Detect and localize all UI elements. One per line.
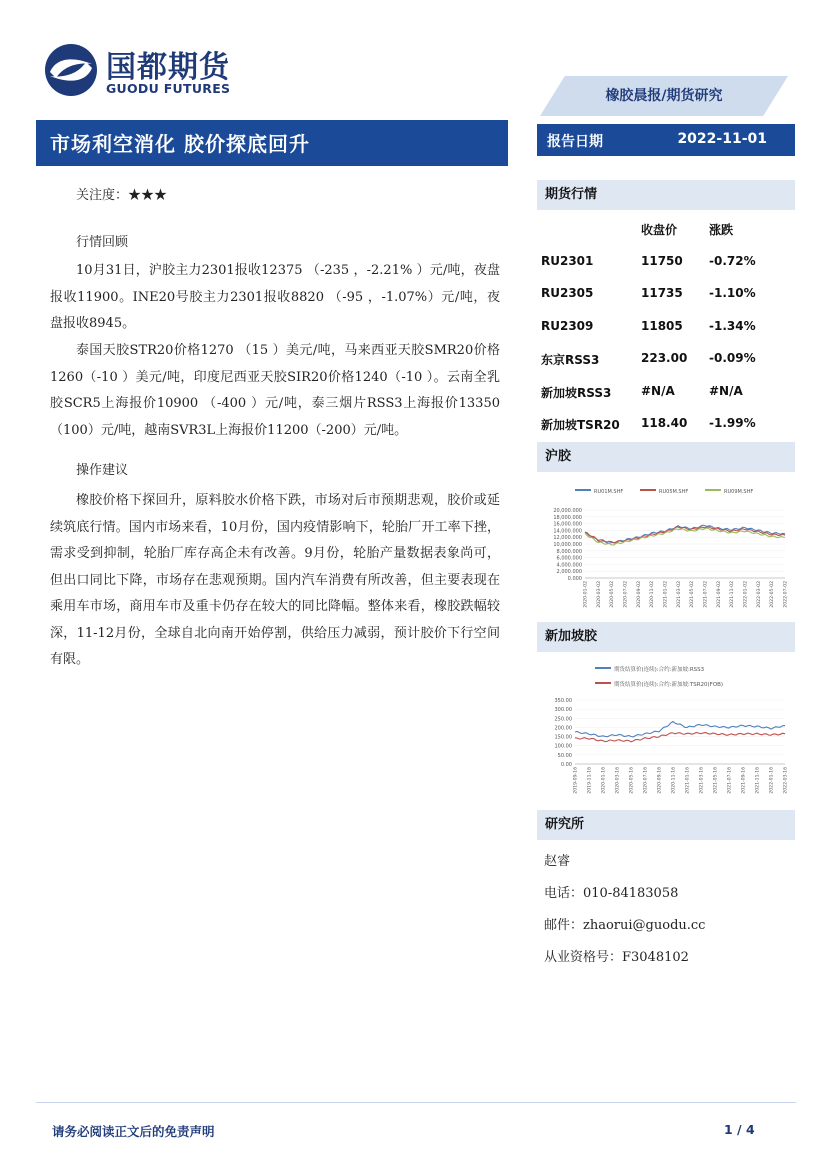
col-close-header: 收盘价 [641,223,678,237]
y-tick-label: 300.00 [554,707,572,714]
attention-rating: 关注度：★★★ [76,188,168,203]
quote-name: RU2305 [541,286,594,300]
quotes-header-row [541,213,791,246]
review-heading: 行情回顾 [76,235,129,250]
x-tick-label: 2020-07-16 [643,767,649,794]
quote-close: 118.40 [641,416,688,430]
footer-divider [36,1102,796,1103]
quotes-heading: 期货行情 [537,180,795,210]
logo-text-en: GUODU FUTURES [106,81,231,96]
y-tick-label: 14,000.000 [553,528,582,535]
quote-name: RU2301 [541,253,594,268]
quote-close: 223.00 [641,351,688,365]
x-tick-label: 2020-07-02 [623,581,629,608]
y-tick-label: 8,000.000 [556,548,582,555]
table-row [541,246,791,279]
company-logo [42,40,252,100]
table-row [541,278,791,311]
quote-name: 东京RSS3 [541,353,600,367]
x-tick-label: 2021-03-16 [699,767,705,794]
logo-text-cn: 国都期货 [106,50,230,85]
legend-label: RU01M.SHF [594,489,624,495]
x-tick-label: 2022-01-02 [743,581,749,608]
x-tick-label: 2020-01-02 [583,581,589,608]
x-tick-label: 2021-05-16 [713,767,719,794]
y-tick-label: 4,000.000 [556,562,582,569]
y-tick-label: 6,000.000 [556,555,582,562]
x-tick-label: 2020-03-16 [615,767,621,794]
sgx-rubber-chart-box [537,656,795,806]
table-row [541,311,791,344]
footer-disclaimer: 请务必阅读正文后的免责声明 [52,1124,215,1139]
x-tick-label: 2021-09-02 [716,581,722,608]
x-tick-label: 2022-05-02 [770,581,776,608]
review-paragraph-2: 泰国天胶STR20价格1270 （15 ）美元/吨，马来西亚天胶SMR20价格1260（-10 ）美元/吨，印度尼西亚天胶SIR20价格1240（-10 ）。云南全乳胶SCR5上海报价10900 （-400 ）元/吨，泰三烟片RSS3上海报价13350（100）元/吨，越南SVR3L上海报价11200（-200）元/吨。 [50,343,500,438]
quote-change: #N/A [709,383,743,398]
analyst-email: 邮件：zhaorui@guodu.cc [544,918,706,933]
x-tick-label: 2021-03-02 [676,581,682,608]
quote-close: 11750 [641,253,683,268]
quote-name: 新加坡TSR20 [541,418,620,432]
shfe-rubber-chart-box [537,476,795,618]
col-change-header: 涨跌 [709,223,734,237]
report-date-bar [537,124,795,156]
x-tick-label: 2020-01-16 [601,767,607,794]
quote-change: -0.72% [709,253,756,268]
x-tick-label: 2021-05-02 [690,581,696,608]
y-tick-label: 10,000.000 [553,542,582,548]
x-tick-label: 2020-11-02 [650,581,656,608]
analyst-name: 赵睿 [544,854,571,869]
x-tick-label: 2022-07-02 [783,581,789,608]
logo-mark-icon [42,42,100,98]
x-tick-label: 2020-05-02 [610,581,616,608]
table-row [541,343,791,376]
page-number: 1 / 4 [724,1122,755,1137]
sgx-rubber-heading: 新加坡胶 [537,622,795,652]
x-tick-label: 2020-09-16 [657,767,663,794]
report-date-value: 2022-11-01 [677,131,767,147]
x-tick-label: 2020-11-16 [671,767,677,794]
y-tick-label: 2,000.000 [556,569,582,576]
legend-label: 期货结算价(连续):合约:新加坡:TSR20(FOB) [614,682,724,688]
x-tick-label: 2021-01-02 [663,581,669,608]
x-tick-label: 2020-09-02 [636,581,642,608]
analyst-phone: 电话：010-84183058 [544,886,679,901]
quote-change: -0.09% [709,351,756,365]
x-tick-label: 2019-09-16 [573,767,579,794]
quotes-table [541,213,791,441]
quote-change: -1.99% [709,416,756,430]
report-type-tag [540,76,788,116]
legend-label: RU09M.SHF [724,489,754,495]
x-tick-label: 2021-11-02 [730,581,736,608]
y-tick-label: 350.00 [554,698,572,704]
x-tick-label: 2021-07-16 [727,767,733,794]
x-tick-label: 2021-11-16 [755,767,761,794]
report-type-label: 橡胶晨报/期货研究 [605,88,723,104]
series-line [575,733,785,742]
series-line [585,527,785,543]
research-heading: 研究所 [537,810,795,840]
quote-name: 新加坡RSS3 [541,385,612,400]
x-tick-label: 2022-03-16 [783,767,789,794]
table-row [541,376,791,409]
x-tick-label: 2022-03-02 [756,581,762,608]
shfe-rubber-chart [537,476,795,618]
y-tick-label: 18,000.000 [553,514,582,521]
x-tick-label: 2019-11-16 [587,767,593,794]
y-tick-label: 20,000.000 [553,508,582,514]
quote-change: -1.34% [709,318,756,333]
title-bar [36,120,508,166]
table-row [541,408,791,441]
x-tick-label: 2020-05-16 [629,767,635,794]
quote-close: 11735 [641,286,683,300]
y-tick-label: 250.00 [554,716,572,723]
quote-change: -1.10% [709,286,756,300]
quote-name: RU2309 [541,318,594,333]
sgx-rubber-chart [537,656,795,806]
x-tick-label: 2020-03-02 [596,581,602,608]
y-tick-label: 0.00 [560,762,572,768]
y-tick-label: 150.00 [554,734,572,741]
report-date-label: 报告日期 [547,134,603,150]
shfe-rubber-heading: 沪胶 [537,442,795,472]
page-title: 市场利空消化 胶价探底回升 [50,132,310,156]
x-tick-label: 2021-01-16 [685,767,691,794]
y-tick-label: 0.000 [567,576,582,582]
quote-close: 11805 [641,318,683,333]
advice-heading: 操作建议 [76,463,129,478]
advice-paragraph: 橡胶价格下探回升，原料胶水价格下跌，市场对后市预期悲观，胶价或延续筑底行情。国内市场来看，10月份，国内疫情影响下，轮胎厂开工率下挫，需求受到抑制，轮胎厂库存高企未有改善。9月份，轮胎产量数据表象尚可，但出口同比下降，市场存在悲观预期。国内汽车消费有所改善，但主要表现在乘用车市场，商用车市及重卡仍存在较大的同比降幅。整体来看，橡胶跌幅较深，11-12月份，全球自北向南开始停割，供给压力减弱，预计胶价下行空间有限。 [50,493,500,667]
quote-close: #N/A [641,383,675,398]
x-tick-label: 2021-09-16 [741,767,747,794]
legend-label: 期货结算价(连续):合约:新加坡:RSS3 [614,667,705,673]
y-tick-label: 16,000.000 [553,521,582,528]
legend-label: RU05M.SHF [659,489,689,495]
x-tick-label: 2021-07-02 [703,581,709,608]
x-tick-label: 2022-01-16 [769,767,775,794]
y-tick-label: 50.00 [557,752,572,759]
review-paragraph-1: 10月31日，沪胶主力2301报收12375 （-235 ，-2.21% ）元/吨，夜盘报收11900。INE20号胶主力2301报收8820 （-95 ，-1.07%）元/吨，夜盘报收8945。 [50,263,500,331]
y-tick-label: 100.00 [554,743,572,750]
y-tick-label: 200.00 [554,725,572,732]
y-tick-label: 12,000.000 [553,535,582,542]
analyst-license: 从业资格号：F3048102 [544,950,689,965]
